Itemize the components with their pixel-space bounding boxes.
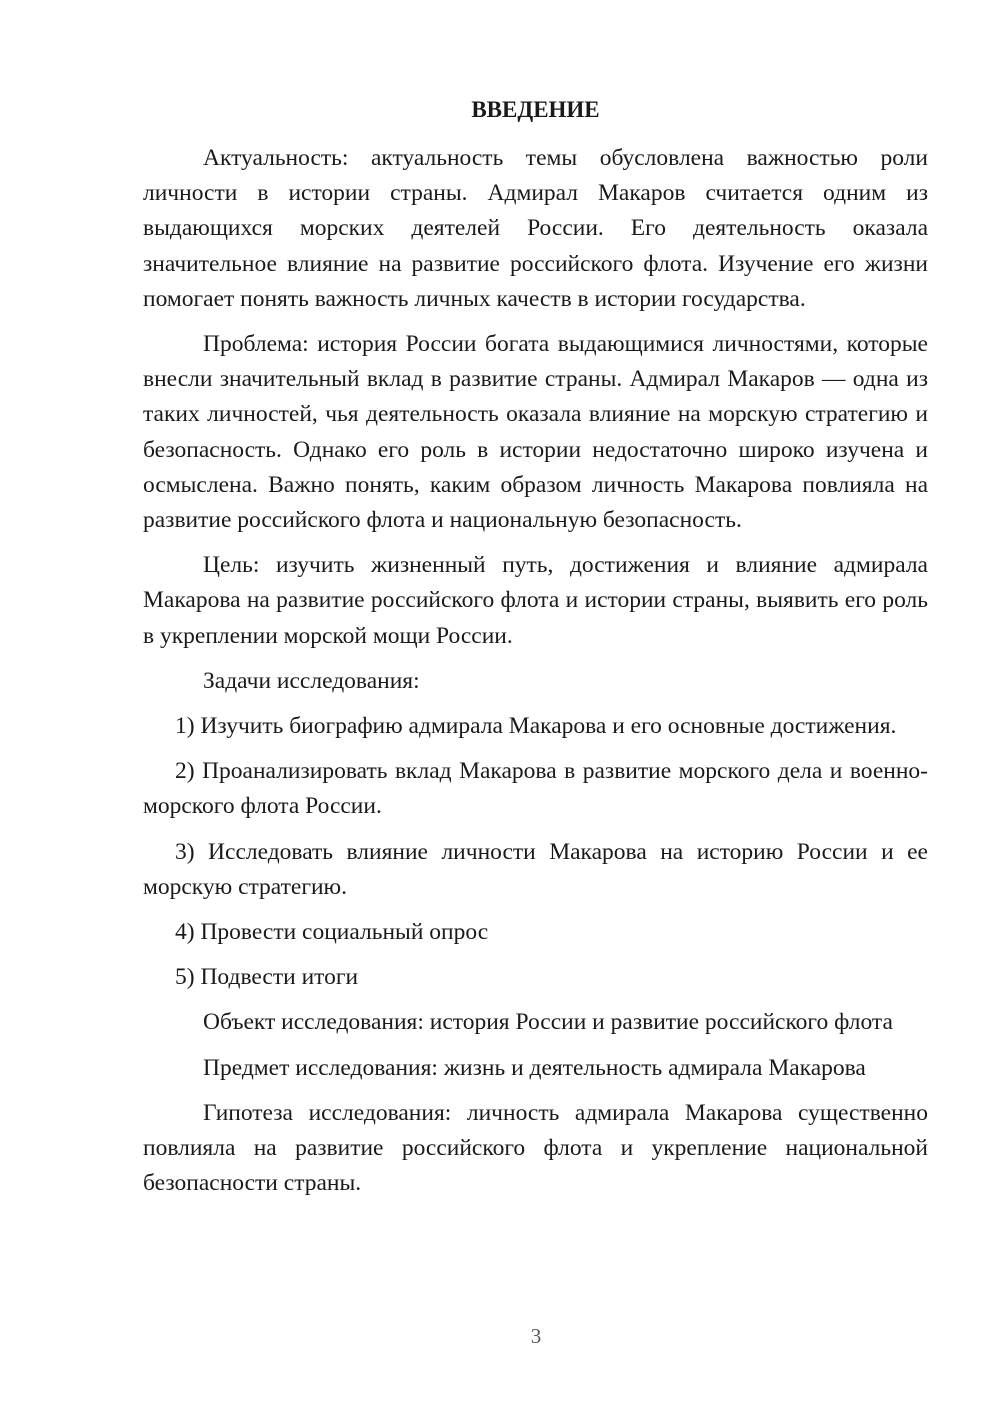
task-item-5: 5) Подвести итоги bbox=[175, 964, 359, 991]
task-item-1: 1) Изучить биографию адмирала Макарова и его основные достижения. bbox=[175, 713, 897, 740]
problem-paragraph: Проблема: история России богата выдающимися личностями, которые внесли значительный вклад в развитие страны. Адмирал Макаров — одна из таких личностей, чья деятельность оказала влияние на морскую стратегию и безопасность. Однако его роль в истории недостаточно широко изучена и осмыслена. Важно понять, каким образом личность Макарова повлияла на развитие российского флота и национальную безопасность. bbox=[143, 331, 928, 534]
goal-paragraph: Цель: изучить жизненный путь, достижения и влияние адмирала Макарова на развитие российского флота и истории страны, выявить его роль в укреплении морской мощи России. bbox=[143, 552, 928, 649]
page-number: 3 bbox=[530, 1324, 542, 1348]
task-item-4: 4) Провести социальный опрос bbox=[175, 919, 489, 946]
page-content bbox=[143, 95, 928, 1211]
page-title: ВВЕДЕНИЕ bbox=[471, 97, 600, 122]
hypothesis-paragraph: Гипотеза исследования: личность адмирала Макарова существенно повлияла на развитие российского флота и укрепление национальной безопасности страны. bbox=[143, 1099, 928, 1197]
task-item-3: 3) Исследовать влияние личности Макарова на историю России и ее морскую стратегию. bbox=[143, 838, 928, 900]
subject-paragraph: Предмет исследования: жизнь и деятельность адмирала Макарова bbox=[203, 1054, 866, 1081]
object-paragraph: Объект исследования: история России и развитие российского флота bbox=[203, 1009, 893, 1036]
tasks-intro: Задачи исследования: bbox=[203, 667, 420, 694]
task-item-2: 2) Проанализировать вклад Макарова в развитие морского дела и военно-морского флота России. bbox=[143, 758, 928, 820]
relevance-paragraph: Актуальность: актуальность темы обусловлена важностью роли личности в истории страны. Адмирал Макаров считается одним из выдающихся морских деятелей России. Его деятельность оказала значительное влияние на развитие российского флота. Изучение его жизни помогает понять важность личных качеств в истории государства. bbox=[143, 145, 928, 312]
